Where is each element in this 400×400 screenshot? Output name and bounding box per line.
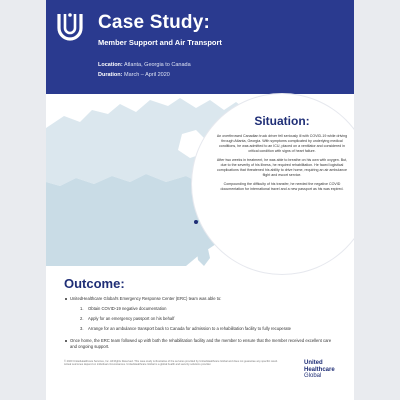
- list-text: Apply for an emergency passport on his behalf: [88, 316, 175, 321]
- list-item: [80, 316, 340, 321]
- duration-line: [98, 72, 170, 78]
- header-banner: [46, 0, 354, 94]
- duration-value: March – April 2020: [123, 72, 170, 78]
- list-number: 3.: [80, 326, 84, 331]
- list-number: 2.: [80, 316, 84, 321]
- brand-line: Healthcare: [304, 366, 335, 373]
- page-subtitle: Member Support and Air Transport: [98, 38, 222, 47]
- situation-paragraph: After two weeks in treatment, he was able to breathe on his own with oxygen. But, due to the severity of his illness, he required rehabilitation. He faced logistical complications that threatened his ability to drive home, requiring an air ambulance flight and escort service.: [216, 158, 348, 177]
- list-item: [80, 306, 340, 311]
- unitedhealthcare-global-wordmark: [304, 360, 335, 380]
- atlanta-marker: [194, 220, 198, 224]
- page-title: Case Study:: [98, 12, 211, 33]
- outcome-title: Outcome:: [64, 276, 125, 291]
- bullet-icon: [65, 298, 67, 300]
- legal-footnote: © 2020 UnitedHealthcare Services, Inc. All Rights Reserved. This case study is illustrative of the services provided by UnitedHealthcare Global and does not guarantee any specific result. Actual outcomes depend on individual circumstances. UnitedHealthcare Global is a global health and security solutions provider.: [64, 360, 278, 367]
- situation-paragraph: An overthrowed Canadian truck driver fell seriously ill with COVID-19 while driving through Atlanta, Georgia. With symptoms complicated by underlying medical conditions, he was admitted to an ICU, placed on a ventilator and considered in critical condition with signs of heart failure.: [216, 134, 348, 153]
- list-text: Obtain COVID-19 negative documentation: [88, 306, 167, 311]
- location-label: Location:: [98, 62, 123, 68]
- location-value: Atlanta, Georgia to Canada: [123, 62, 191, 68]
- situation-paragraph: Compounding the difficulty of his transfer, he needed the negative COVID documentation for international travel and a new passport as his was expired.: [220, 182, 344, 191]
- list-number: 1.: [80, 306, 84, 311]
- outcome-list: [80, 306, 340, 336]
- unitedhealthcare-logo-icon: [56, 12, 84, 42]
- situation-body: [214, 134, 350, 196]
- bullet-icon: [65, 340, 67, 342]
- outcome-intro: UnitedHealthcare Global's Emergency Response Center (ERC) team was able to:: [70, 296, 222, 301]
- duration-label: Duration:: [98, 72, 123, 78]
- brand-line: Global: [304, 373, 322, 379]
- outcome-followup: Once home, the ERC team followed up with both the rehabilitation facility and the member to ensure that the member received excellent care and ongoing support.: [70, 338, 332, 349]
- list-item: [80, 326, 340, 331]
- brand-line: United: [304, 360, 323, 366]
- location-line: [98, 62, 191, 68]
- case-study-page: [46, 0, 354, 400]
- situation-title: Situation:: [254, 114, 310, 128]
- list-text: Arrange for an ambulance transport back to Canada for admission to a rehabilitation facility to fully recuperate: [88, 326, 291, 331]
